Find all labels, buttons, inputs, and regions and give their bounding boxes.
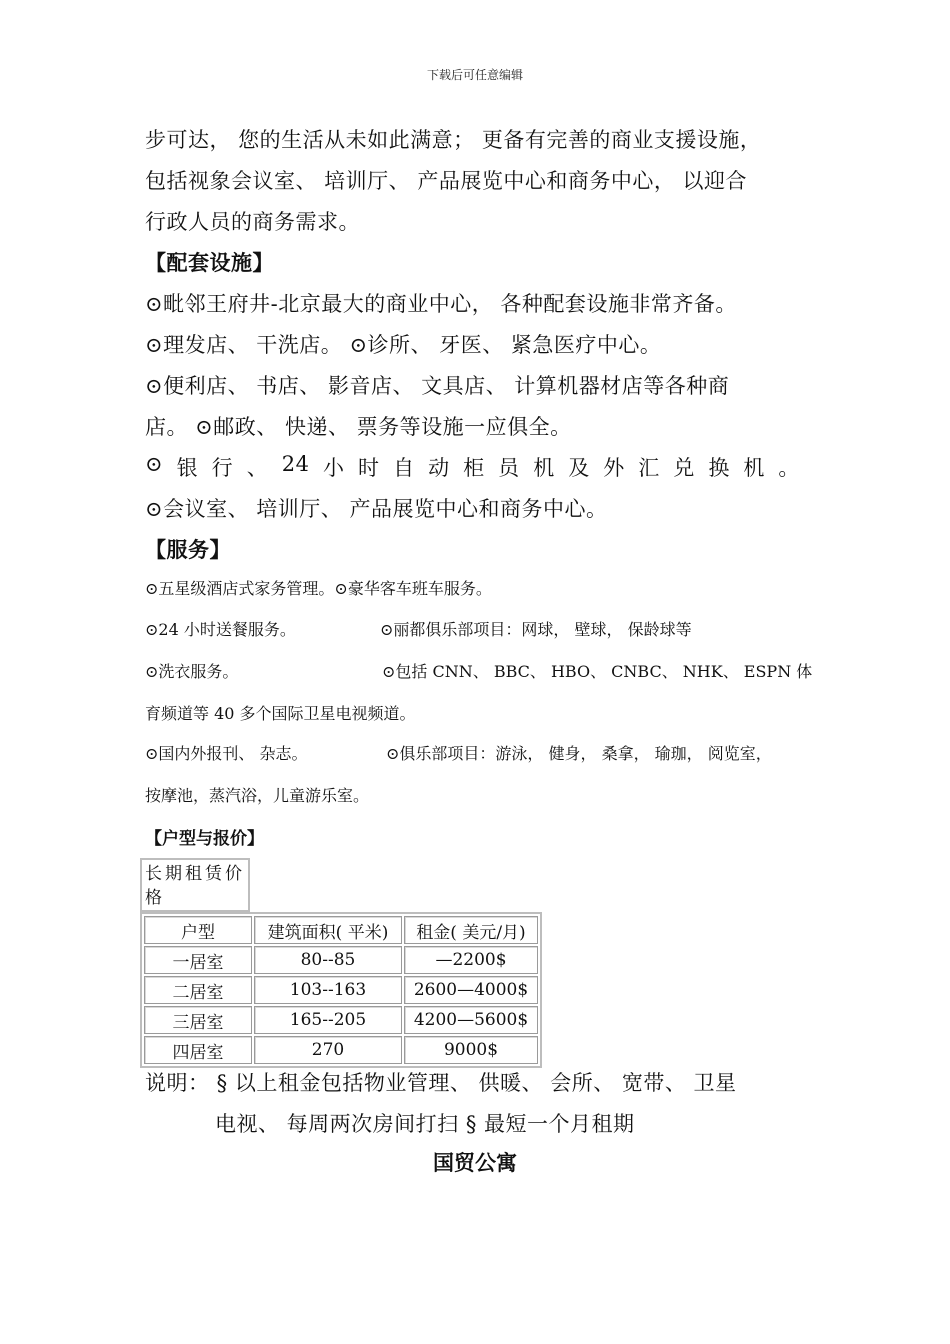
- word: 行: [211, 456, 234, 480]
- table-row: [144, 976, 538, 1004]
- table-cell: —2200$: [404, 946, 538, 974]
- services-line-1: ⊙五星级酒店式家务管理。⊙豪华客车班车服务。: [145, 579, 492, 598]
- services-line-6: 按摩池，蒸汽浴，儿童游乐室。: [145, 786, 370, 805]
- word: 柜: [463, 456, 485, 480]
- pricing-heading: 【户型与报价】: [145, 829, 264, 849]
- services-line-3a: ⊙洗衣服务。: [145, 662, 239, 681]
- page-header: 下载后可任意编辑: [426, 68, 523, 82]
- word: 银: [176, 456, 199, 480]
- section-title: 国贸公寓: [433, 1151, 517, 1175]
- table-header-row: [144, 916, 538, 944]
- table-cell: 三居室: [144, 1006, 252, 1034]
- table-cell: 2600—4000$: [404, 976, 538, 1004]
- intro-line-3: 行政人员的商务需求。: [145, 210, 360, 234]
- price-table: [140, 912, 542, 1068]
- facilities-line-2: ⊙理发店、 干洗店。 ⊙诊所、 牙医、 紧急医疗中心。: [145, 333, 662, 357]
- word: 换: [708, 456, 730, 480]
- header-cell: 户型: [144, 916, 252, 944]
- facilities-heading: 【配套设施】: [145, 251, 274, 275]
- facilities-line-3: ⊙便利店、 书店、 影音店、 文具店、 计算机器材店等各种商: [145, 374, 730, 398]
- services-line-5a: ⊙国内外报刊、 杂志。: [145, 744, 308, 763]
- table-row: [144, 1036, 538, 1064]
- table-row: [144, 946, 538, 974]
- facilities-line-6: ⊙会议室、 培训厅、 产品展览中心和商务中心。: [145, 497, 608, 521]
- word: 时: [358, 456, 380, 480]
- services-line-2b: ⊙丽都俱乐部项目：网球， 壁球， 保龄球等: [380, 620, 692, 639]
- facilities-line-4: 店。 ⊙邮政、 快递、 票务等设施一应俱全。: [145, 415, 572, 439]
- table-cell: 一居室: [144, 946, 252, 974]
- table-cell: 103--163: [254, 976, 402, 1004]
- table-cell: 四居室: [144, 1036, 252, 1064]
- intro-line-1: 步可达， 您的生活从未如此满意； 更备有完善的商业支援设施，: [145, 128, 762, 152]
- header-cell: 租金( 美元/月): [404, 916, 538, 944]
- intro-line-2: 包括视象会议室、 培训厅、 产品展览中心和商务中心， 以迎合: [145, 169, 748, 193]
- word: ⊙: [145, 452, 164, 476]
- note-line-1: 说明： § 以上租金包括物业管理、 供暖、 会所、 宽带、 卫星: [145, 1071, 737, 1095]
- table-caption: [140, 858, 250, 912]
- services-heading: 【服务】: [145, 538, 231, 562]
- word: 外: [603, 456, 625, 480]
- table-row: [144, 1006, 538, 1034]
- word: 机: [533, 456, 555, 480]
- word: 、: [246, 456, 269, 480]
- word: 及: [568, 456, 590, 480]
- table-cell: 二居室: [144, 976, 252, 1004]
- services-line-4: 育频道等 40 多个国际卫星电视频道。: [145, 704, 416, 723]
- word: 汇: [638, 456, 660, 480]
- services-line-5b: ⊙俱乐部项目：游泳， 健身， 桑拿， 瑜珈， 阅览室，: [386, 744, 772, 763]
- word: 小: [323, 456, 345, 480]
- table-cell: 4200—5600$: [404, 1006, 538, 1034]
- facilities-line-1: ⊙毗邻王府井-北京最大的商业中心， 各种配套设施非常齐备。: [145, 292, 737, 316]
- word: 24: [281, 452, 310, 476]
- word: 员: [498, 456, 520, 480]
- word: 自: [393, 456, 415, 480]
- word: 。: [778, 456, 800, 480]
- table-cell: 9000$: [404, 1036, 538, 1064]
- services-line-3b: ⊙包括 CNN、 BBC、 HBO、 CNBC、 NHK、 ESPN 体: [382, 662, 813, 681]
- services-line-2a: ⊙24 小时送餐服务。: [145, 620, 296, 639]
- table-caption-text: 长期租赁价格: [145, 864, 245, 908]
- word: 机: [743, 456, 765, 480]
- table-cell: 270: [254, 1036, 402, 1064]
- note-line-2: 电视、 每周两次房间打扫 § 最短一个月租期: [215, 1112, 635, 1136]
- table-cell: 80--85: [254, 946, 402, 974]
- header-cell: 建筑面积( 平米): [254, 916, 402, 944]
- word: 兑: [673, 456, 695, 480]
- table-cell: 165--205: [254, 1006, 402, 1034]
- facilities-line-5: [145, 452, 800, 482]
- word: 动: [428, 456, 450, 480]
